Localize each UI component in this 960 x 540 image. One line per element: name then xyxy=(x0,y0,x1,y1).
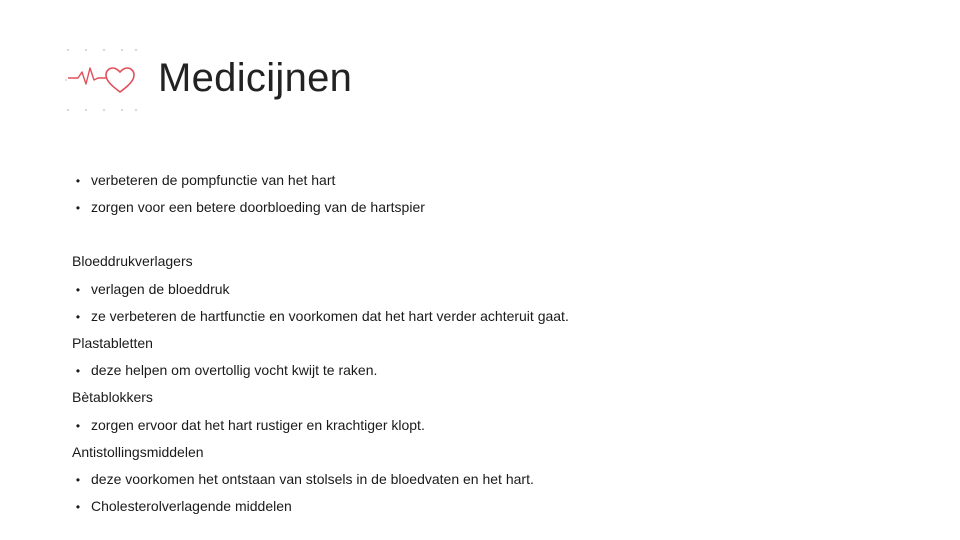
bullet-icon: • xyxy=(75,309,81,324)
bullet-icon: • xyxy=(75,364,81,379)
bullet-icon: • xyxy=(75,201,81,216)
slide-title: Medicijnen xyxy=(158,56,353,100)
spacer xyxy=(72,225,932,252)
bullet-text: Cholesterolverlagende middelen xyxy=(91,498,292,515)
section-heading xyxy=(72,388,932,415)
bullet-text: verlagen de bloeddruk xyxy=(91,280,230,297)
bullet-icon: • xyxy=(75,174,81,188)
slide-content xyxy=(72,171,932,524)
section-heading xyxy=(72,443,932,470)
bullet-text: zorgen ervoor dat het hart rustiger en krachtiger klopt. xyxy=(91,416,425,433)
bullet-text: verbeteren de pompfunctie van het hart xyxy=(91,172,336,188)
bullet-text: deze helpen om overtollig vocht kwijt te raken. xyxy=(91,362,378,379)
bullet-icon: • xyxy=(75,472,81,487)
bullet-item xyxy=(72,361,932,388)
heading-text: Bloeddrukverlagers xyxy=(72,253,193,270)
bullet-item xyxy=(72,307,932,334)
section-heading xyxy=(72,252,932,279)
bullet-icon: • xyxy=(75,500,81,515)
bullet-text: ze verbeteren de hartfunctie en voorkomen dat het hart verder achteruit gaat. xyxy=(91,307,569,324)
bullet-item xyxy=(72,470,932,497)
heading-text: Antistollingsmiddelen xyxy=(72,443,204,460)
heartbeat-heart-icon xyxy=(62,44,144,116)
bullet-text: deze voorkomen het ontstaan van stolsels in de bloedvaten en het hart. xyxy=(91,470,534,487)
bullet-item xyxy=(72,171,932,198)
bullet-icon: • xyxy=(75,282,81,297)
bullet-item xyxy=(72,416,932,443)
bullet-icon: • xyxy=(75,418,81,433)
section-heading xyxy=(72,334,932,361)
bullet-item xyxy=(72,280,932,307)
bullet-text: zorgen voor een betere doorbloeding van de hartspier xyxy=(91,199,425,216)
bullet-item xyxy=(72,198,932,225)
heading-text: Bètablokkers xyxy=(72,389,153,406)
bullet-item xyxy=(72,497,932,524)
heading-text: Plastabletten xyxy=(72,334,153,351)
